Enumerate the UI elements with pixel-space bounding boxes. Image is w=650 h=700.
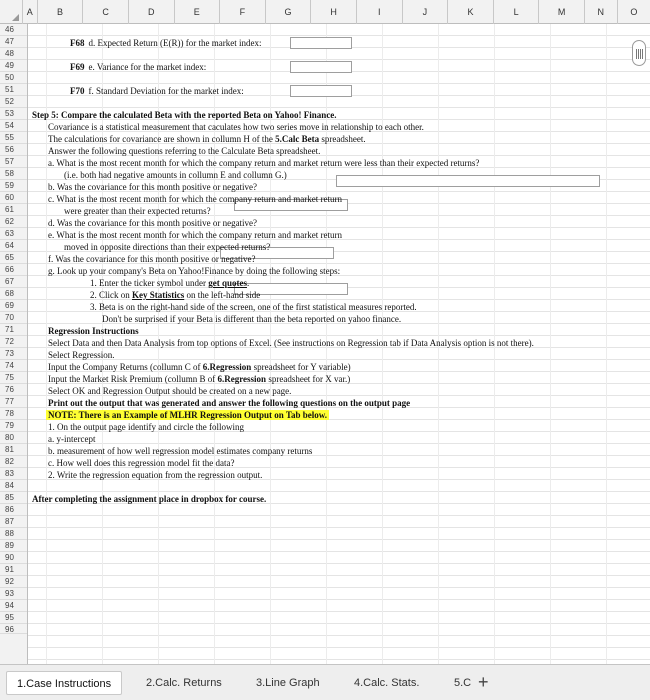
get-quotes-link: get quotes xyxy=(208,278,247,288)
cell-text-68a: 2. Click on xyxy=(90,290,132,300)
answer-box-f70[interactable] xyxy=(290,85,352,97)
cell-row-68 xyxy=(90,289,260,301)
cell-text-82: c. How well does this regression model fit the data? xyxy=(48,458,235,468)
tab-calc-stats[interactable]: 4.Calc. Stats. xyxy=(354,677,420,689)
row-header[interactable]: 52 xyxy=(0,96,27,108)
cell-text-76: Select OK and Regression Output should be created on a new page. xyxy=(48,386,292,396)
row-header[interactable]: 65 xyxy=(0,252,27,264)
answer-box-f68[interactable] xyxy=(290,37,352,49)
cell-text-60: c. What is the most recent month for which the company return and market return xyxy=(48,194,342,204)
cell-row-67 xyxy=(90,277,249,289)
row-header[interactable]: 81 xyxy=(0,444,27,456)
closing-instruction: After completing the assignment place in dropbox for course. xyxy=(32,494,267,504)
row-header[interactable]: 80 xyxy=(0,432,27,444)
row-header[interactable]: 58 xyxy=(0,168,27,180)
key-statistics-link: Key Statistics xyxy=(132,290,185,300)
row-header[interactable]: 62 xyxy=(0,216,27,228)
column-header-c[interactable]: C xyxy=(83,0,129,24)
column-header-m[interactable]: M xyxy=(539,0,585,24)
row-header[interactable]: 76 xyxy=(0,384,27,396)
cell-text-55c: spreadsheet. xyxy=(319,134,366,144)
row-header[interactable]: 83 xyxy=(0,468,27,480)
row-header[interactable]: 57 xyxy=(0,156,27,168)
cell-text-59: b. Was the covariance for this month positive or negative? xyxy=(48,182,258,192)
cell-text-57: a. What is the most recent month for which the company return and market return were less than their expected returns? xyxy=(48,158,480,168)
cell-text-77: Print out the output that was generated and answer the following questions on the output page xyxy=(48,398,411,408)
vertical-scrollbar[interactable] xyxy=(632,40,646,66)
cell-text-79: 1. On the output page identify and circle the following xyxy=(48,422,244,432)
cell-text-63: e. What is the most recent month for which the company return and market return xyxy=(48,230,342,240)
cell-ref-f70: F70 xyxy=(70,86,85,96)
row-header-bar xyxy=(0,24,28,664)
row-header[interactable]: 95 xyxy=(0,612,27,624)
column-header-a[interactable]: A xyxy=(23,0,38,24)
cell-text-54: Covariance is a statistical measurement that caculates how two series move in relationship to each other. xyxy=(48,122,424,132)
cell-text-74a: Input the Company Returns (collumn C of xyxy=(48,362,203,372)
row-header[interactable]: 79 xyxy=(0,420,27,432)
cell-text-81: b. measurement of how well regression model estimates company returns xyxy=(48,446,313,456)
row-header[interactable]: 67 xyxy=(0,276,27,288)
row-header[interactable]: 61 xyxy=(0,204,27,216)
column-header-bar xyxy=(0,0,650,24)
cell-ref-f68: F68 xyxy=(70,38,85,48)
cell-text-74b: 6.Regression xyxy=(202,362,252,372)
cell-text-62: d. Was the covariance for this month positive or negative? xyxy=(48,218,258,228)
cell-text-58: (i.e. both had negative amounts in collumn E and collumn G.) xyxy=(64,170,287,180)
row-header[interactable]: 64 xyxy=(0,240,27,252)
cell-text-74c: spreadsheet for Y variable) xyxy=(251,362,351,372)
column-header-f[interactable]: F xyxy=(220,0,266,24)
note-highlight: NOTE: There is an Example of MLHR Regression Output on Tab below. xyxy=(48,410,328,420)
cell-text-61: were greater than their expected returns? xyxy=(64,206,211,216)
select-all-triangle-icon xyxy=(12,14,19,21)
row-header[interactable]: 92 xyxy=(0,576,27,588)
row-header[interactable]: 94 xyxy=(0,600,27,612)
row-header[interactable]: 73 xyxy=(0,348,27,360)
column-header-b[interactable]: B xyxy=(38,0,84,24)
sheet-tab-bar xyxy=(0,664,650,700)
cell-grid[interactable] xyxy=(28,24,650,664)
row-header[interactable]: 47 xyxy=(0,36,27,48)
cell-text-75a: Input the Market Risk Premium (collumn B of xyxy=(48,374,218,384)
column-header-l[interactable]: L xyxy=(494,0,540,24)
tab-line-graph[interactable]: 3.Line Graph xyxy=(256,677,320,689)
row-header[interactable]: 49 xyxy=(0,60,27,72)
row-header[interactable]: 89 xyxy=(0,540,27,552)
tab-case-instructions[interactable]: 1.Case Instructions xyxy=(6,671,122,695)
row-header[interactable]: 86 xyxy=(0,504,27,516)
row-header[interactable]: 56 xyxy=(0,144,27,156)
row-header[interactable]: 96 xyxy=(0,624,27,634)
cell-text-68c: on the left-hand side xyxy=(184,290,261,300)
cell-row-55 xyxy=(48,133,366,145)
cell-text-70: Don't be surprised if your Beta is different than the beta reported on yahoo finance. xyxy=(102,314,402,324)
cell-text-49: e. Variance for the market index: xyxy=(88,62,207,72)
cell-row-74 xyxy=(48,361,351,373)
column-header-j[interactable]: J xyxy=(403,0,449,24)
row-header[interactable]: 93 xyxy=(0,588,27,600)
cell-ref-f69: F69 xyxy=(70,62,85,72)
select-all-corner[interactable] xyxy=(0,0,23,24)
row-header[interactable]: 91 xyxy=(0,564,27,576)
cell-row-49 xyxy=(70,61,206,73)
tab-calc-returns[interactable]: 2.Calc. Returns xyxy=(146,677,222,689)
row-header[interactable]: 69 xyxy=(0,300,27,312)
row-header[interactable]: 55 xyxy=(0,132,27,144)
row-header[interactable]: 50 xyxy=(0,72,27,84)
cell-text-65: f. Was the covariance for this month positive or negative? xyxy=(48,254,256,264)
column-header-n[interactable]: N xyxy=(585,0,618,24)
row-header[interactable]: 82 xyxy=(0,456,27,468)
note-row xyxy=(46,409,329,421)
cell-text-47: d. Expected Return (E(R)) for the market index: xyxy=(88,38,262,48)
cell-row-51 xyxy=(70,85,244,97)
column-header-h[interactable]: H xyxy=(311,0,357,24)
cell-text-72: Select Data and then Data Analysis from top options of Excel. (See instructions on Regression tab if Data Analysis option is not there). xyxy=(48,338,534,348)
row-header[interactable]: 46 xyxy=(0,24,27,36)
row-header[interactable]: 60 xyxy=(0,192,27,204)
row-header[interactable]: 85 xyxy=(0,492,27,504)
cell-text-51: f. Standard Deviation for the market index: xyxy=(88,86,244,96)
add-sheet-plus-icon[interactable]: + xyxy=(478,672,489,692)
row-header[interactable]: 53 xyxy=(0,108,27,120)
cell-text-73: Select Regression. xyxy=(48,350,115,360)
cell-text-67c: . xyxy=(246,278,250,288)
row-header[interactable]: 75 xyxy=(0,372,27,384)
row-header[interactable]: 54 xyxy=(0,120,27,132)
column-header-g[interactable]: G xyxy=(266,0,312,24)
answer-box-57[interactable] xyxy=(336,175,600,187)
row-header[interactable]: 71 xyxy=(0,324,27,336)
row-header[interactable]: 90 xyxy=(0,552,27,564)
column-header-d[interactable]: D xyxy=(129,0,175,24)
row-header[interactable]: 66 xyxy=(0,264,27,276)
cell-text-67a: 1. Enter the ticker symbol under xyxy=(90,278,209,288)
cell-text-64: moved in opposite directions than their expected returns? xyxy=(64,242,271,252)
row-header[interactable]: 74 xyxy=(0,360,27,372)
cell-text-75b: 6.Regression xyxy=(217,374,267,384)
cell-row-75 xyxy=(48,373,350,385)
step5-heading: Step 5: Compare the calculated Beta with the reported Beta on Yahoo! Finance. xyxy=(32,110,337,120)
column-header-o[interactable]: O xyxy=(630,7,638,17)
row-header[interactable]: 68 xyxy=(0,288,27,300)
cell-row-47 xyxy=(70,37,261,49)
row-header[interactable]: 77 xyxy=(0,396,27,408)
row-header[interactable]: 51 xyxy=(0,84,27,96)
column-header-i[interactable]: I xyxy=(357,0,403,24)
row-header[interactable]: 63 xyxy=(0,228,27,240)
row-header[interactable]: 84 xyxy=(0,480,27,492)
row-header[interactable]: 78 xyxy=(0,408,27,420)
cell-text-80: a. y-intercept xyxy=(48,434,96,444)
tab-calc-beta[interactable]: 5.C xyxy=(454,677,472,689)
row-header[interactable]: 59 xyxy=(0,180,27,192)
cell-text-69: 3. Beta is on the right-hand side of the screen, one of the first statistical measures reported. xyxy=(90,302,417,312)
regression-heading: Regression Instructions xyxy=(48,326,139,336)
cell-text-83: 2. Write the regression equation from the regression output. xyxy=(48,470,263,480)
column-header-k[interactable]: K xyxy=(448,0,494,24)
cell-text-55b: 5.Calc Beta xyxy=(275,134,320,144)
answer-box-f69[interactable] xyxy=(290,61,352,73)
row-header[interactable]: 88 xyxy=(0,528,27,540)
cell-text-55a: The calculations for covariance are shown in collumn H of the xyxy=(48,134,276,144)
column-header-e[interactable]: E xyxy=(175,0,221,24)
cell-text-66: g. Look up your company's Beta on Yahoo!Finance by doing the following steps: xyxy=(48,266,341,276)
cell-text-56: Answer the following questions referring to the Calculate Beta spreadsheet. xyxy=(48,146,321,156)
row-header[interactable]: 48 xyxy=(0,48,27,60)
row-header[interactable]: 72 xyxy=(0,336,27,348)
row-header[interactable]: 70 xyxy=(0,312,27,324)
cell-text-75c: spreadsheet for X var.) xyxy=(266,374,351,384)
row-header[interactable]: 87 xyxy=(0,516,27,528)
